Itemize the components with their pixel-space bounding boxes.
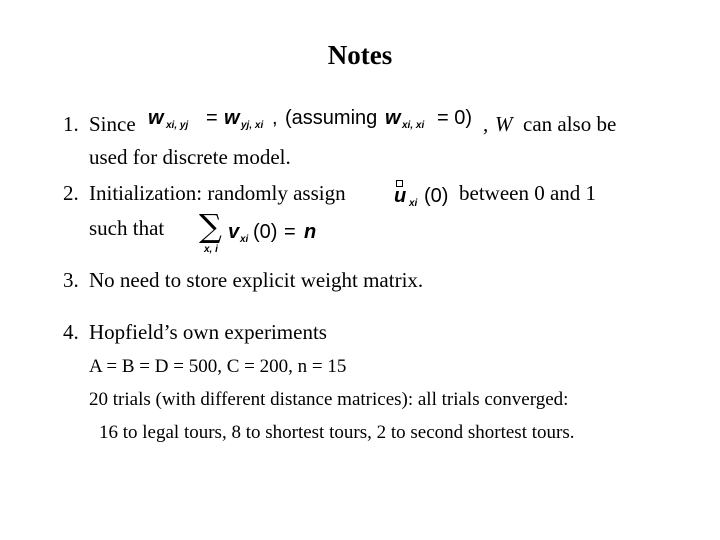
sum-sigma: ∑ [199,207,222,245]
formula-w3: w [385,107,401,129]
sum-eq: = [284,221,296,243]
item-4-subline-2: 20 trials (with different distance matrices): all trials converged: [89,389,569,410]
formula-w2: w [224,107,240,129]
item-1-line2: used for discrete model. [89,145,291,169]
sum-sub: x, i [204,244,218,255]
formula-w2-sub: yj, xi [241,120,264,131]
formula-w1: w [148,107,164,129]
sum-v: v [228,221,240,243]
item-4-number: 4. [63,320,79,344]
slide-title: Notes [327,40,393,70]
item-1-var-w: W [495,112,513,136]
sum-n: n [304,221,317,243]
u-variable: u [394,185,407,207]
item-4-subline-1: A = B = D = 500, C = 200, n = 15 [89,356,347,377]
formula-eq2: = 0) [437,107,473,129]
u-sub: xi [409,198,418,209]
item-1-text-since: Since [89,112,136,136]
item-3-number: 3. [63,268,79,292]
item-2-text-after: between 0 and 1 [459,181,597,205]
item-4-subline-3: 16 to legal tours, 8 to shortest tours, 2 to second shortest tours. [99,422,575,443]
formula-eq1: = [206,107,218,129]
item-2-number: 2. [63,181,79,205]
item-1-number: 1. [63,112,79,136]
item-4-text: Hopfield’s own experiments [89,320,327,344]
formula-comma: , [272,107,278,129]
formula-assuming: (assuming [285,107,378,129]
item-3-text: No need to store explicit weight matrix. [89,268,424,292]
formula-w3-sub: xi, xi [402,120,425,131]
sum-v-sub: xi [240,234,249,245]
item-2-line2: such that [89,216,165,240]
item-2-text: Initialization: randomly assign [89,181,346,205]
formula-w1-sub: xi, yj [166,120,189,131]
item-1-comma: , [483,112,489,136]
u-tilde-icon [396,180,403,187]
sum-arg: (0) [253,221,278,243]
u-arg: (0) [424,185,449,207]
item-1-text-after: can also be [523,112,617,136]
